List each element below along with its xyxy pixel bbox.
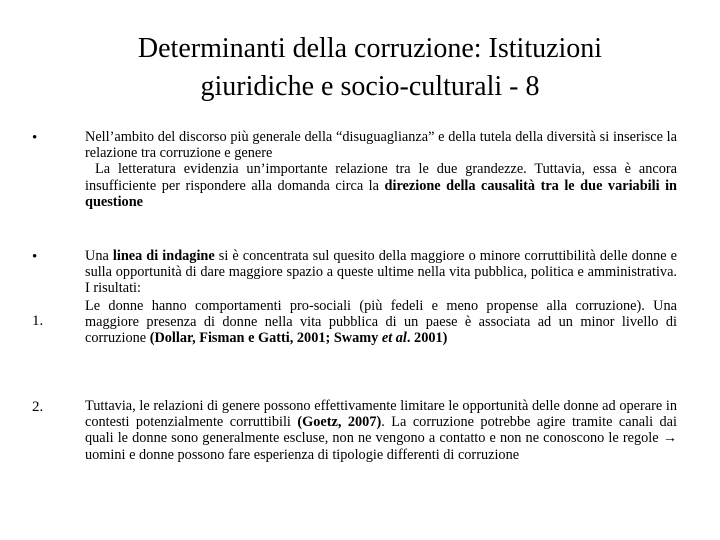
item-1-citation-italic: et al xyxy=(381,330,407,347)
bullet-block-2 xyxy=(85,248,677,297)
bullet-marker-1: • xyxy=(32,130,38,146)
number-marker-1: 1. xyxy=(32,313,44,329)
numbered-item-1 xyxy=(85,298,677,347)
item-2-text-start: Tuttavia, le relazioni di genere possono effettivamente limitare le opportunità delle donne ad operare in contesti potenzialmente corruttibili xyxy=(85,398,677,431)
item-1-citation-part-2: . 2001) xyxy=(406,330,448,347)
item-2-citation: (Goetz, 2007) xyxy=(297,414,382,431)
item-1-text-start: Le donne hanno comportamenti pro-sociali (più fedeli e meno propense alla corruzione). Una maggiore presenza di donne nella vita pubblica di un paese è associata ad un minor livello di corruzione xyxy=(85,298,677,347)
item-1-text xyxy=(85,298,677,347)
title-line-2: giuridiche e socio-culturali - 8 xyxy=(200,71,540,102)
bullet-block-1 xyxy=(85,129,677,210)
bullet-1-bold-text: direzione della causalità tra le due variabili in questione xyxy=(85,177,677,210)
item-1-citation xyxy=(150,330,448,346)
bullet-1-continuation xyxy=(85,161,677,210)
title-line-1: Determinanti della corruzione: Istituzioni xyxy=(137,33,603,64)
bullet-marker-2: • xyxy=(32,249,38,265)
bullet-1-continuation-text: La letteratura evidenzia un’importante relazione tra le due grandezze. Tuttavia, essa è ancora insufficiente per rispondere alla domanda circa la xyxy=(85,161,677,194)
bullet-2-text xyxy=(85,248,677,297)
bullet-2-bold-text: linea di indagine xyxy=(112,248,215,264)
item-2-text xyxy=(85,398,677,463)
bullet-2-text-end: si è concentrata sul quesito della maggiore o minore corruttibilità delle donne e sulla opportunità di dare maggiore spazio a queste ultime nella vita pubblica, politica e amministrativa. I risultati: xyxy=(85,248,677,297)
item-1-citation-part-1: (Dollar, Fisman e Gatti, 2001; Swamy xyxy=(149,330,382,347)
slide-title xyxy=(60,30,680,106)
bullet-2-text-start: Una xyxy=(85,248,113,264)
item-2-text-end: . La corruzione potrebbe agire tramite canali dai quali le donne sono generalmente escluse, non ne vengono a contatto e non ne conoscono le regole → uomini e donne possono fare esperienza di tipologie differenti di corruzione xyxy=(85,414,677,463)
number-marker-2: 2. xyxy=(32,399,44,415)
bullet-1-text: Nell’ambito del discorso più generale della “disuguaglianza” e della tutela della diversità si inserisce la relazione tra corruzione e genere xyxy=(85,129,677,162)
numbered-item-2 xyxy=(85,398,677,463)
